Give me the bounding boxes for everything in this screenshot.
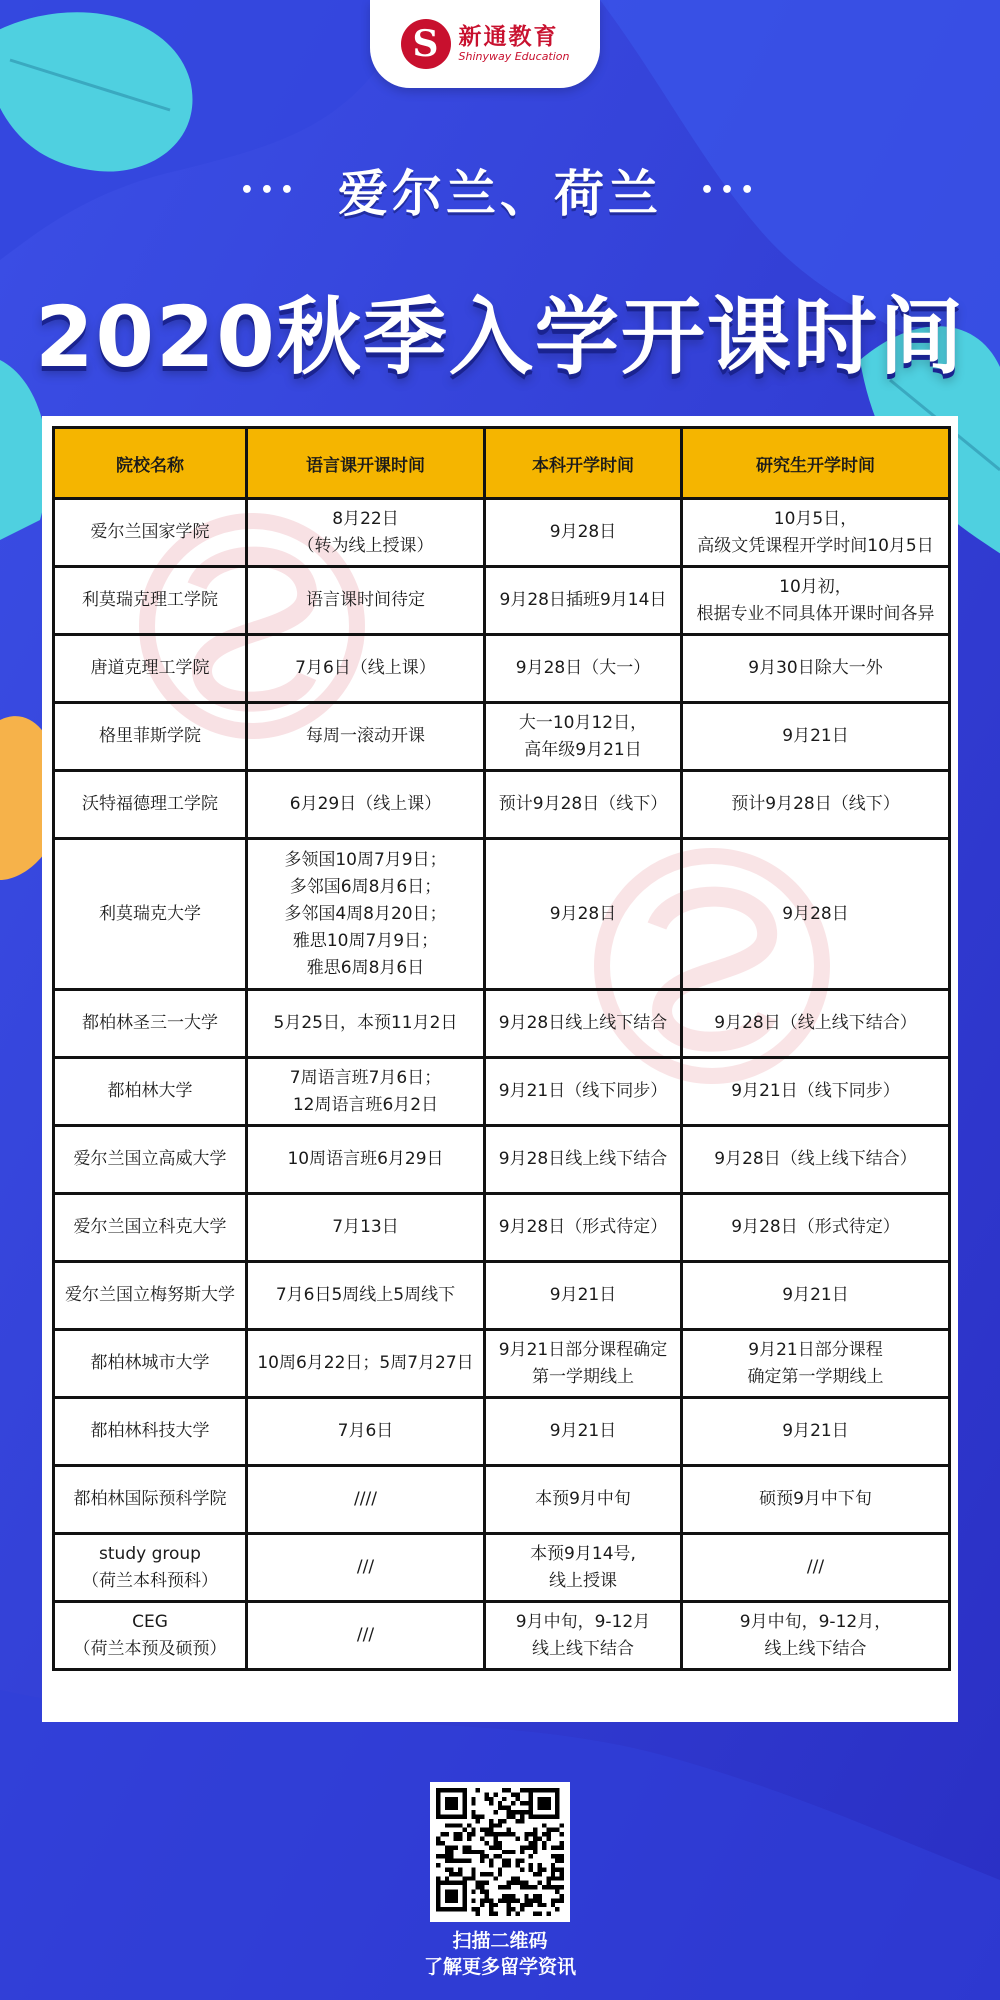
- cell-text: 9月28日（形式待定）: [498, 1217, 668, 1237]
- cell-text: 雅思6周8月6日: [306, 957, 425, 978]
- cell-postgrad: [682, 1398, 950, 1466]
- cell-school: [54, 1398, 247, 1466]
- cell-text: 都柏林大学: [107, 1081, 193, 1101]
- header-school: 院校名称: [54, 428, 247, 499]
- header-language: 语言课开课时间: [247, 428, 485, 499]
- cell-language: [247, 1194, 485, 1262]
- cell-text: 9月21日: [549, 1421, 617, 1441]
- subtitle-row: [0, 155, 1000, 225]
- cell-text: 沃特福德理工学院: [82, 794, 218, 814]
- table-row: [54, 499, 950, 567]
- cell-postgrad: [682, 771, 950, 839]
- cell-text: 雅思10周7月9日；: [292, 930, 439, 951]
- cell-postgrad: [682, 1602, 950, 1670]
- logo-english-text: Shinyway Education: [458, 50, 570, 63]
- table-row: [54, 703, 950, 771]
- qr-code[interactable]: [430, 1782, 570, 1922]
- cell-school: [54, 635, 247, 703]
- table-row: [54, 1262, 950, 1330]
- logo-s-icon: S: [401, 19, 451, 69]
- cell-text: 线上线下结合: [532, 1638, 634, 1659]
- cell-text: 9月28日（线上线下结合）: [714, 1149, 917, 1169]
- cell-text: 预计9月28日（线下）: [498, 794, 668, 814]
- cell-undergrad: [485, 839, 682, 990]
- cell-text: 线上线下结合: [764, 1638, 867, 1659]
- cell-text: 9月21日部分课程: [748, 1339, 883, 1360]
- cell-text: 语言课时间待定: [306, 590, 425, 610]
- table-row: [54, 1398, 950, 1466]
- cell-school: [54, 567, 247, 635]
- cell-postgrad: [682, 1058, 950, 1126]
- cell-school: [54, 839, 247, 990]
- cell-school: [54, 1466, 247, 1534]
- cell-undergrad: [485, 1466, 682, 1534]
- page-title: 2020秋季入学开课时间: [35, 288, 965, 386]
- cell-language: [247, 1058, 485, 1126]
- cell-text: （荷兰本预及硕预）: [73, 1638, 227, 1659]
- cell-undergrad: [485, 635, 682, 703]
- cell-postgrad: [682, 499, 950, 567]
- cell-text: 9月21日: [549, 1285, 617, 1305]
- cell-text: 9月21日部分课程确定: [498, 1339, 668, 1360]
- cell-text: 10周语言班6月29日: [287, 1149, 444, 1169]
- cell-text: 7月6日5周线上5周线下: [275, 1285, 456, 1305]
- cell-language: [247, 567, 485, 635]
- cell-text: 高年级9月21日: [524, 739, 642, 760]
- cell-language: [247, 703, 485, 771]
- cell-undergrad: [485, 1330, 682, 1398]
- cell-text: 高级文凭课程开学时间10月5日: [697, 535, 934, 556]
- cell-undergrad: [485, 1126, 682, 1194]
- table-header-row: [54, 428, 950, 499]
- cell-text: 利莫瑞克大学: [99, 903, 201, 924]
- page-subtitle: 爱尔兰、荷兰: [338, 165, 662, 223]
- cell-language: [247, 990, 485, 1058]
- cell-text: 8月22日: [332, 508, 399, 529]
- cell-text: 9月30日除大一外: [748, 658, 883, 678]
- cell-text: 本预9月中旬: [535, 1489, 631, 1509]
- cell-text: 根据专业不同具体开课时间各异: [696, 603, 935, 624]
- cell-text: 都柏林城市大学: [90, 1353, 210, 1373]
- cell-text: ///: [356, 1625, 375, 1645]
- cell-school: [54, 499, 247, 567]
- cell-school: [54, 771, 247, 839]
- cell-text: 每周一滚动开课: [306, 726, 425, 746]
- cell-text: 爱尔兰国立科克大学: [73, 1217, 227, 1237]
- cell-undergrad: [485, 771, 682, 839]
- table-row: [54, 1194, 950, 1262]
- cell-text: 9月28日: [549, 522, 617, 542]
- cell-postgrad: [682, 839, 950, 990]
- cell-school: [54, 1534, 247, 1602]
- schedule-table-panel: [42, 416, 958, 1722]
- cell-text: 7周语言班7月6日；: [289, 1067, 442, 1088]
- cell-text: 9月28日（形式待定）: [731, 1217, 900, 1237]
- cell-postgrad: [682, 1194, 950, 1262]
- cell-text: 多邻国6周8月6日；: [289, 876, 442, 897]
- cell-postgrad: [682, 1262, 950, 1330]
- table-row: [54, 771, 950, 839]
- cell-text: 9月21日（线下同步）: [498, 1081, 668, 1101]
- cell-text: 9月21日: [782, 1421, 849, 1441]
- cell-text: 12周语言班6月2日: [292, 1094, 439, 1115]
- qr-caption-line2: 了解更多留学资讯: [423, 1956, 576, 1978]
- cell-text: 9月21日（线下同步）: [731, 1081, 900, 1101]
- table-row: [54, 1330, 950, 1398]
- cell-language: [247, 839, 485, 990]
- cell-text: 本预9月14号,: [530, 1543, 636, 1564]
- cell-language: [247, 1126, 485, 1194]
- cell-undergrad: [485, 1262, 682, 1330]
- cell-text: 格里菲斯学院: [99, 726, 201, 746]
- cell-text: 确定第一学期线上: [747, 1366, 884, 1387]
- decorative-dots-right: •••: [700, 177, 761, 203]
- cell-text: 9月28日线上线下结合: [498, 1013, 668, 1033]
- table-row: [54, 990, 950, 1058]
- cell-language: [247, 499, 485, 567]
- cell-text: 都柏林圣三一大学: [82, 1013, 218, 1033]
- cell-text: 9月28日（线上线下结合）: [714, 1013, 917, 1033]
- cell-text: 第一学期线上: [532, 1366, 634, 1387]
- table-row: [54, 1466, 950, 1534]
- cell-text: ///: [806, 1557, 825, 1577]
- cell-text: 5月25日，本预11月2日: [273, 1013, 458, 1033]
- cell-text: 9月28日: [549, 903, 617, 924]
- cell-text: 硕预9月中下旬: [759, 1489, 872, 1509]
- cell-text: （荷兰本科预科）: [82, 1570, 218, 1591]
- cell-language: [247, 1534, 485, 1602]
- cell-postgrad: [682, 1466, 950, 1534]
- cell-text: 都柏林国际预科学院: [73, 1489, 227, 1509]
- cell-text: 多领国10周7月9日；: [284, 849, 447, 870]
- cell-text: 利莫瑞克理工学院: [82, 590, 218, 610]
- cell-text: ///: [356, 1557, 375, 1577]
- cell-school: [54, 1330, 247, 1398]
- logo-chinese-text: 新通教育: [458, 24, 559, 50]
- cell-text: 7月6日: [337, 1421, 394, 1441]
- header-undergrad: 本科开学时间: [485, 428, 682, 499]
- cell-text: 9月21日: [782, 726, 849, 746]
- cell-school: [54, 990, 247, 1058]
- cell-text: 9月28日线上线下结合: [498, 1149, 668, 1169]
- table-row: [54, 1602, 950, 1670]
- cell-text: 7月6日（线上课）: [295, 658, 436, 678]
- cell-text: study group: [99, 1543, 201, 1564]
- cell-text: ////: [354, 1489, 377, 1509]
- cell-text: （转为线上授课）: [297, 535, 434, 556]
- cell-text: 多邻国4周8月20日；: [284, 903, 447, 924]
- cell-text: 9月中旬，9-12月，: [739, 1611, 892, 1632]
- cell-text: 预计9月28日（线下）: [731, 794, 900, 814]
- qr-caption: [0, 1928, 1000, 1980]
- schedule-table: [52, 426, 951, 1671]
- cell-school: [54, 1126, 247, 1194]
- cell-text: 6月29日（线上课）: [289, 794, 442, 814]
- cell-undergrad: [485, 990, 682, 1058]
- qr-caption-line1: 扫描二维码: [452, 1930, 548, 1952]
- cell-school: [54, 1058, 247, 1126]
- cell-language: [247, 771, 485, 839]
- cell-text: 9月28日: [782, 903, 849, 924]
- cell-language: [247, 635, 485, 703]
- cell-undergrad: [485, 703, 682, 771]
- cell-text: 爱尔兰国家学院: [90, 522, 210, 542]
- cell-school: [54, 703, 247, 771]
- cell-school: [54, 1602, 247, 1670]
- cell-text: 9月28日插班9月14日: [499, 590, 667, 610]
- cell-text: 9月中旬，9-12月: [515, 1611, 651, 1632]
- cell-text: 9月28日（大一）: [515, 658, 651, 678]
- cell-postgrad: [682, 1534, 950, 1602]
- cell-postgrad: [682, 567, 950, 635]
- cell-text: 10月初，: [779, 576, 852, 597]
- cell-undergrad: [485, 1602, 682, 1670]
- table-row: [54, 1126, 950, 1194]
- table-row: [54, 635, 950, 703]
- cell-undergrad: [485, 1194, 682, 1262]
- cell-text: 唐道克理工学院: [90, 658, 210, 678]
- cell-text: 9月21日: [782, 1285, 849, 1305]
- cell-language: [247, 1602, 485, 1670]
- cell-language: [247, 1398, 485, 1466]
- cell-text: 10月5日，: [773, 508, 858, 529]
- header-postgrad: 研究生开学时间: [682, 428, 950, 499]
- cell-school: [54, 1262, 247, 1330]
- cell-language: [247, 1466, 485, 1534]
- cell-school: [54, 1194, 247, 1262]
- cell-undergrad: [485, 499, 682, 567]
- cell-text: 7月13日: [332, 1217, 399, 1237]
- cell-postgrad: [682, 990, 950, 1058]
- cell-undergrad: [485, 1534, 682, 1602]
- cell-text: CEG: [132, 1611, 168, 1632]
- table-row: [54, 567, 950, 635]
- cell-text: 爱尔兰国立梅努斯大学: [65, 1285, 235, 1305]
- qr-code-icon: [436, 1788, 564, 1916]
- cell-postgrad: [682, 1330, 950, 1398]
- decorative-dots-left: •••: [239, 177, 300, 203]
- cell-text: 10周6月22日；5周7月27日: [257, 1353, 474, 1373]
- table-row: [54, 839, 950, 990]
- cell-undergrad: [485, 1398, 682, 1466]
- table-row: [54, 1534, 950, 1602]
- cell-text: 都柏林科技大学: [90, 1421, 210, 1441]
- brand-logo: [370, 0, 600, 88]
- cell-language: [247, 1262, 485, 1330]
- cell-text: 大一10月12日，: [518, 712, 648, 733]
- table-row: [54, 1058, 950, 1126]
- cell-undergrad: [485, 567, 682, 635]
- cell-undergrad: [485, 1058, 682, 1126]
- cell-postgrad: [682, 635, 950, 703]
- cell-language: [247, 1330, 485, 1398]
- cell-text: 线上授课: [549, 1570, 617, 1591]
- cell-postgrad: [682, 1126, 950, 1194]
- cell-postgrad: [682, 703, 950, 771]
- cell-text: 爱尔兰国立高威大学: [73, 1149, 227, 1169]
